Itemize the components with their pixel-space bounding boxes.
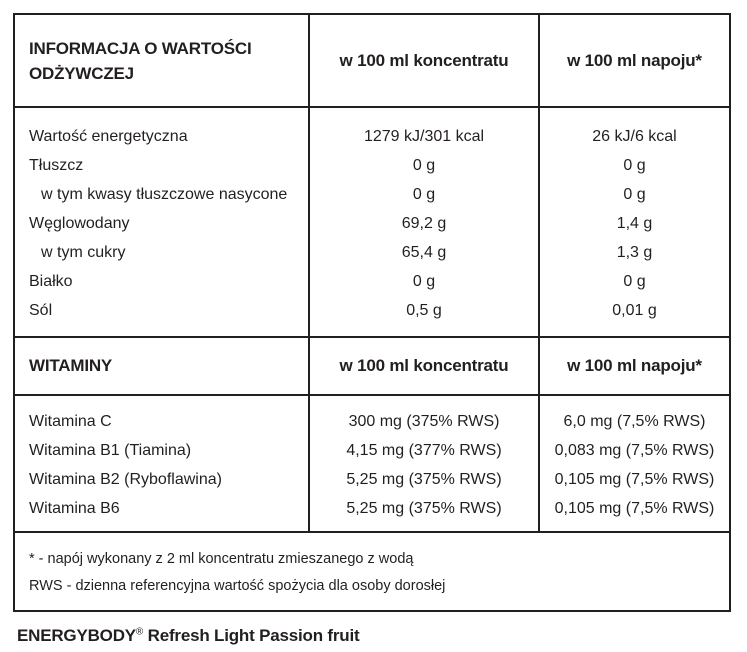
nutrition-value-concentrate: 0,5 g [406,301,442,319]
vitamin-value-concentrate: 4,15 mg (377% RWS) [346,441,502,459]
vitamin-value-concentrate: 5,25 mg (375% RWS) [346,470,502,488]
nutrition-value-concentrate: 0 g [412,185,436,203]
nutrition-header-concentrate: w 100 ml koncentratu [339,50,509,70]
divider-header [15,106,729,108]
product-name [17,626,359,646]
vitamin-label: Witamina B1 (Tiamina) [29,441,192,459]
vitamin-value-drink: 0,105 mg (7,5% RWS) [554,470,715,488]
nutrition-label: w tym kwasy tłuszczowe nasycone [41,185,288,203]
footnote-rws: RWS - dzienna referencyjna wartość spożycia dla osoby dorosłej [29,578,446,594]
footnote-drink: * - napój wykonany z 2 ml koncentratu zmieszanego z wodą [29,551,414,567]
vitamin-value-drink: 0,105 mg (7,5% RWS) [554,499,715,517]
nutrition-label: Tłuszcz [29,156,84,174]
nutrition-value-concentrate: 1279 kJ/301 kcal [363,127,485,145]
nutrition-value-drink: 0 g [623,185,646,203]
nutrition-title-line1: INFORMACJA O WARTOŚCI [29,38,252,58]
divider-vitamins-end [15,531,729,533]
vitamin-label: Witamina C [29,412,112,430]
vitamins-title: WITAMINY [29,356,113,375]
nutrition-value-drink: 0 g [623,156,646,174]
product-variant: Refresh Light Passion fruit [143,626,360,645]
nutrition-value-drink: 0 g [623,272,646,290]
nutrition-label: w tym cukry [41,243,126,261]
vitamin-label: Witamina B2 (Ryboflawina) [29,470,222,488]
vitamins-header-concentrate: w 100 ml koncentratu [339,356,509,375]
nutrition-label: Sól [29,301,53,319]
nutrition-title-line2: ODŻYWCZEJ [29,63,134,83]
nutrition-value-drink: 1,4 g [616,214,653,232]
nutrition-value-concentrate: 69,2 g [401,214,447,232]
nutrition-value-drink: 1,3 g [616,243,653,261]
nutrition-value-drink: 0,01 g [612,301,657,319]
vitamins-header-drink: w 100 ml napoju* [567,356,702,375]
nutrition-title [29,15,305,106]
nutrition-value-concentrate: 65,4 g [401,243,447,261]
vitamin-value-concentrate: 5,25 mg (375% RWS) [346,499,502,517]
nutrition-header-drink: w 100 ml napoju* [567,50,702,70]
vitamin-value-drink: 0,083 mg (7,5% RWS) [554,441,715,459]
registered-mark: ® [135,626,144,638]
nutrition-label: Wartość energetyczna [29,127,188,145]
vitamin-label: Witamina B6 [29,499,120,517]
nutrition-label: Węglowodany [29,214,130,232]
vitamin-value-drink: 6,0 mg (7,5% RWS) [563,412,706,430]
brand-name: ENERGYBODY [17,626,136,645]
nutrition-table [13,13,731,612]
nutrition-value-drink: 26 kJ/6 kcal [592,127,677,145]
nutrition-value-concentrate: 0 g [412,156,436,174]
vitamin-value-concentrate: 300 mg (375% RWS) [348,412,500,430]
divider-vitamin-header [15,394,729,396]
nutrition-label: Białko [29,272,73,290]
nutrition-value-concentrate: 0 g [412,272,436,290]
